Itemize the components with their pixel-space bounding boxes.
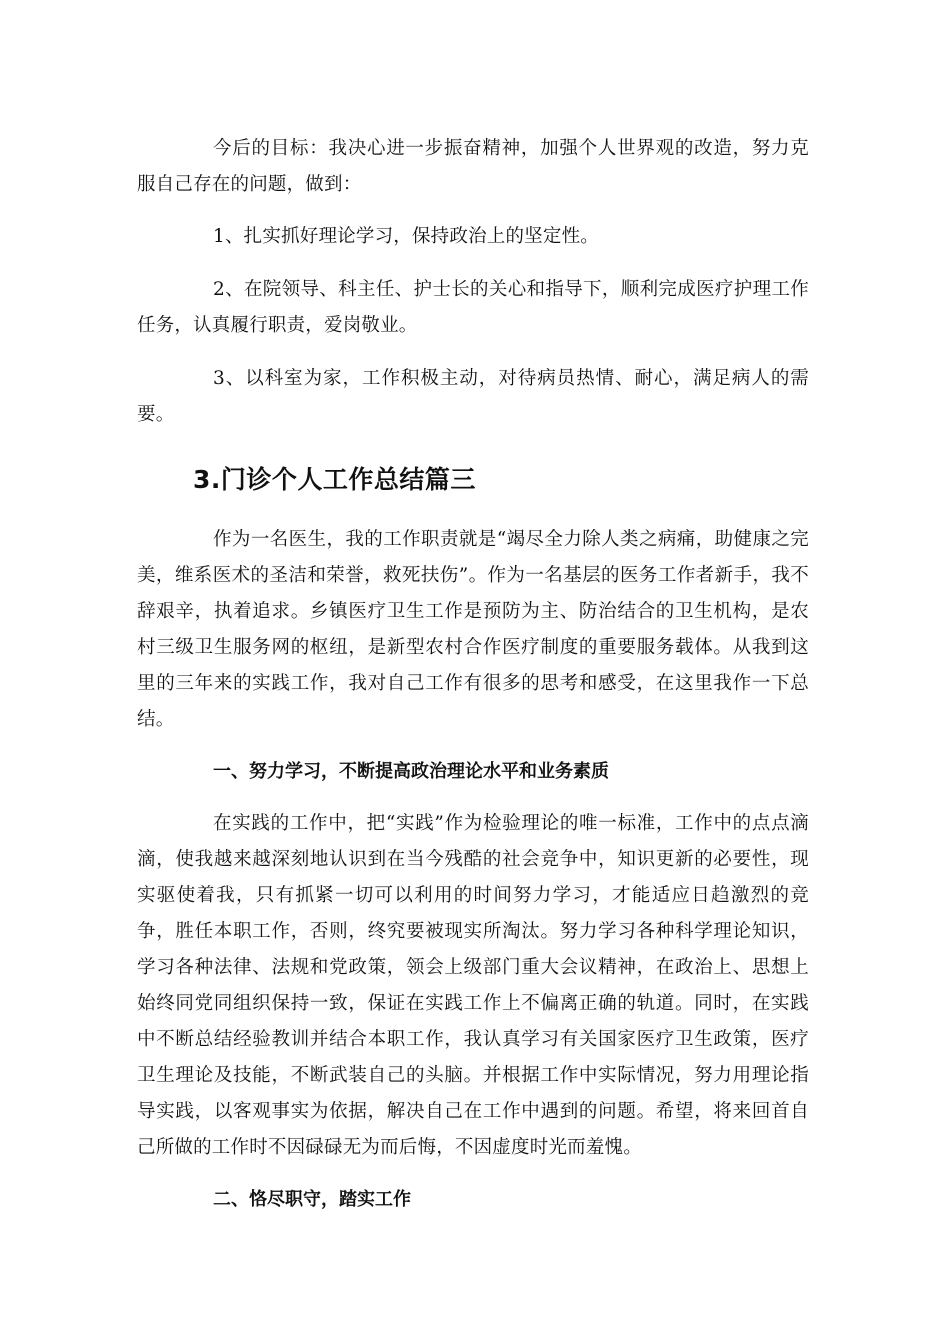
study-paragraph: 在实践的工作中，把“实践”作为检验理论的唯一标准，工作中的点点滴滴，使我越来越深刻地认识到在当今残酷的社会竞争中，知识更新的必要性，现实驱使着我，只有抓紧一切可以利用的时间努力学习，才能适应日趋激烈的竞争，胜任本职工作，否则，终究要被现实所淘汰。努力学习各种科学理论知识，学习各种法律、法规和党政策，领会上级部门重大会议精神，在政治上、思想上始终同党同组织保持一致，保证在实践工作上不偏离正确的轨道。同时，在实践中不断总结经验教训并结合本职工作，我认真学习有关国家医疗卫生政策，医疗卫生理论及技能，不断武装自己的头脑。并根据工作中实际情况，努力用理论指导实践，以客观事实为依据，解决自己在工作中遇到的问题。希望，将来回首自己所做的工作时不因碌碌无为而后悔，不因虚度时光而羞愧。 [137, 813, 809, 1158]
section-title: 3.门诊个人工作总结篇三 [193, 465, 476, 494]
intro-paragraph: 作为一名医生，我的工作职责就是“竭尽全力除人类之病痛，助健康之完美，维系医术的圣洁和荣誉，救死扶伤”。作为一名基层的医务工作者新手，我不辞艰辛，执着追求。乡镇医疗卫生工作是预防为主、防治结合的卫生机构，是农村三级卫生服务网的枢纽，是新型农村合作医疗制度的重要服务载体。从我到这里的三年来的实践工作，我对自己工作有很多的思考和感受，在这里我作一下总结。 [137, 529, 809, 730]
goal-paragraph: 今后的目标：我决心进一步振奋精神，加强个人世界观的改造，努力克服自己存在的问题，做到： [137, 138, 809, 195]
goal-item-3: 3、以科室为家，工作积极主动，对待病员热情、耐心，满足病人的需要。 [137, 368, 809, 425]
goal-item-1: 1、扎实抓好理论学习，保持政治上的坚定性。 [213, 226, 599, 247]
document-body [137, 131, 809, 1218]
subheading-study: 一、努力学习，不断提高政治理论水平和业务素质 [213, 761, 609, 782]
subheading-duty: 二、恪尽职守，踏实工作 [213, 1189, 411, 1210]
goal-item-2: 2、在院领导、科主任、护士长的关心和指导下，顺利完成医疗护理工作任务，认真履行职责，爱岗敬业。 [137, 279, 809, 336]
